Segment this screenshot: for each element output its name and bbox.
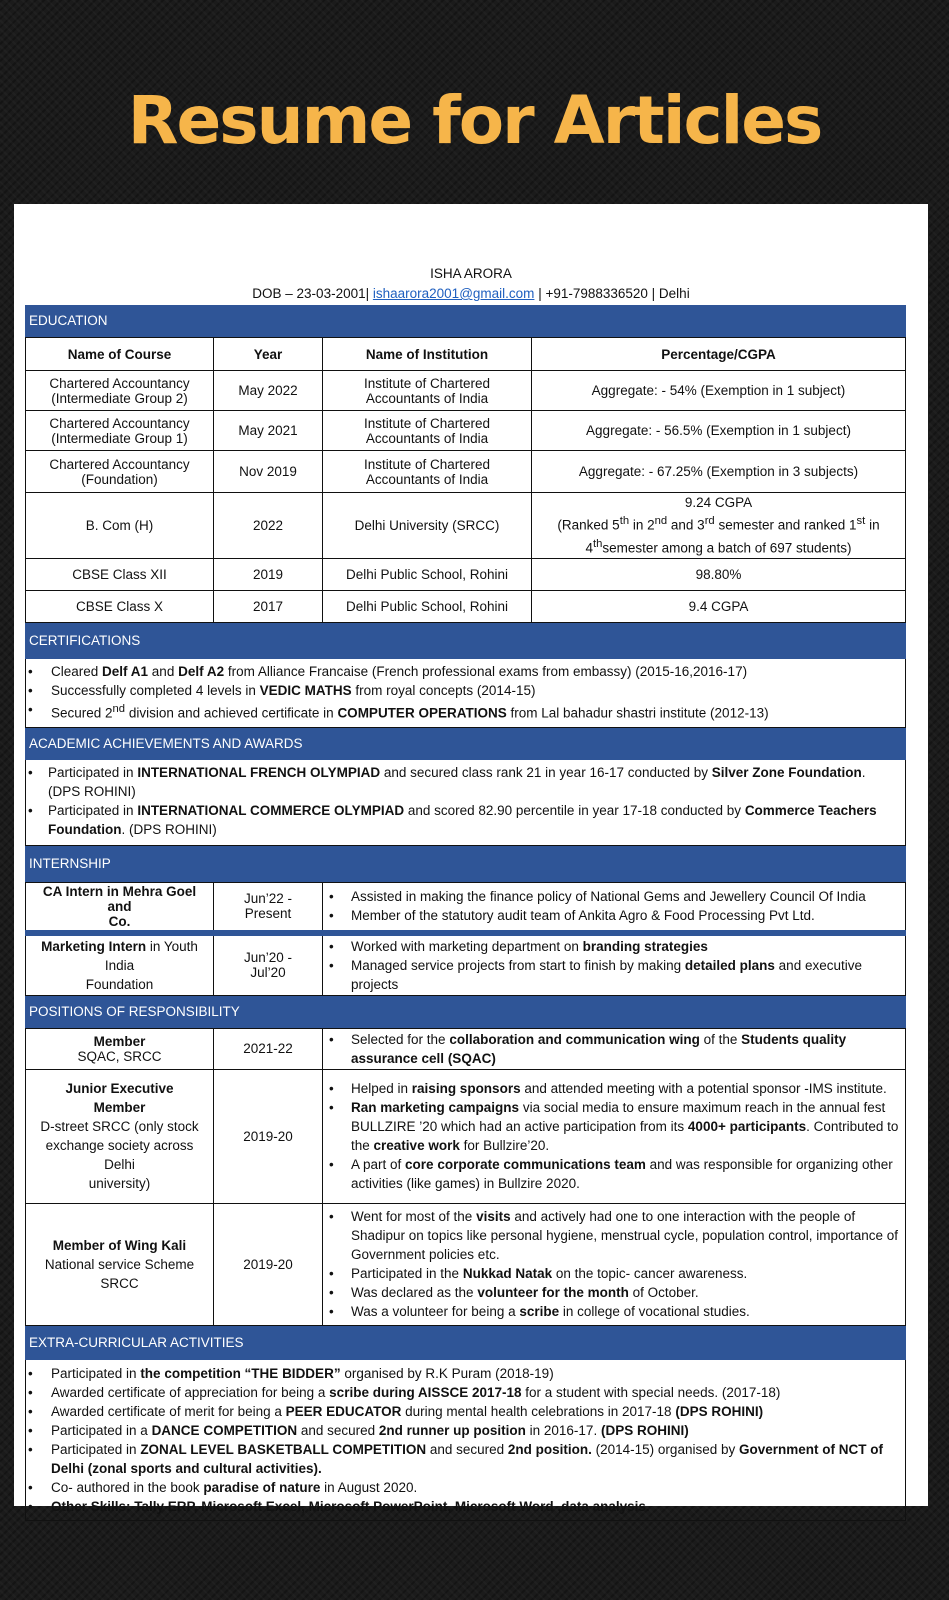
list-item: • Participated in a DANCE COMPETITION and secured 2nd runner up position in 2016-17. (DPS ROHINI): [26, 1421, 905, 1440]
role-cell: CA Intern in Mehra Goel and Co.: [26, 882, 214, 933]
institution-cell: Institute of Chartered Accountants of India: [323, 451, 532, 493]
positions-table: [25, 1028, 906, 1326]
course-cell: Chartered Accountancy (Intermediate Group 2): [26, 371, 214, 411]
table-row: [26, 882, 906, 933]
education-table: [25, 337, 906, 623]
period-cell: 2021-22: [214, 1028, 323, 1069]
list-item: • Was a volunteer for being a scribe in college of vocational studies.: [327, 1302, 901, 1321]
role-cell: Member SQAC, SRCC: [26, 1028, 214, 1069]
table-row: [26, 411, 906, 451]
section-certifications: CERTIFICATIONS: [25, 623, 906, 659]
year-cell: Nov 2019: [214, 451, 323, 493]
year-cell: 2017: [214, 591, 323, 623]
email-link[interactable]: ishaarora2001@gmail.com: [372, 286, 535, 301]
score-cell: 9.24 CGPA (Ranked 5th in 2nd and 3rd semester and ranked 1st in 4thsemester among a batch of 697 students): [532, 493, 906, 559]
list-item: • Participated in the competition “THE BIDDER” organised by R.K Puram (2018-19): [26, 1364, 905, 1383]
dob-text: DOB – 23-03-2001|: [252, 286, 370, 301]
list-item: • Cleared Delf A1 and Delf A2 from Alliance Francaise (French professional exams from embassy) (2015-16,2016-17): [26, 662, 905, 681]
list-item: • Selected for the collaboration and communication wing of the Students quality assurance cell (SQAC): [327, 1030, 901, 1068]
section-education: EDUCATION: [25, 305, 906, 337]
institution-cell: Delhi University (SRCC): [323, 493, 532, 559]
year-cell: 2019: [214, 559, 323, 591]
table-row: [26, 591, 906, 623]
list-item: • Participated in the Nukkad Natak on the topic- cancer awareness.: [327, 1264, 901, 1283]
list-item: • Participated in INTERNATIONAL FRENCH OLYMPIAD and secured class rank 21 in year 16-17 conducted by Silver Zone Foundation. (DPS ROHINI): [26, 763, 905, 801]
period-cell: Jun’20 - Jul’20: [214, 933, 323, 996]
list-item: • Participated in ZONAL LEVEL BASKETBALL COMPETITION and secured 2nd position. (2014-15) organised by Government of NCT of Delhi (zonal sports and cultural activities).: [26, 1440, 905, 1478]
score-cell: Aggregate: - 67.25% (Exemption in 3 subjects): [532, 451, 906, 493]
list-item: • Participated in INTERNATIONAL COMMERCE OLYMPIAD and scored 82.90 percentile in year 17-18 conducted by Commerce Teachers Foundation. (DPS ROHINI): [26, 801, 905, 839]
institution-cell: Institute of Chartered Accountants of India: [323, 371, 532, 411]
period-cell: 2019-20: [214, 1069, 323, 1203]
period-cell: Jun’22 - Present: [214, 882, 323, 933]
details-cell: [323, 882, 906, 933]
score-cell: 9.4 CGPA: [532, 591, 906, 623]
table-row: [26, 371, 906, 411]
list-item: • Secured 2nd division and achieved certificate in COMPUTER OPERATIONS from Lal bahadur shastri institute (2012-13): [26, 700, 905, 723]
role-cell: Junior Executive Member D-street SRCC (only stock exchange society across Delhi university): [26, 1069, 214, 1203]
list-item: • Went for most of the visits and actively had one to one interaction with the people of Shadipur on topics like personal hygiene, menstrual cycle, population control, importance of Government policies etc.: [327, 1207, 901, 1264]
section-extra-curricular: EXTRA-CURRICULAR ACTIVITIES: [25, 1326, 906, 1360]
details-cell: [323, 1028, 906, 1069]
phone-city-text: | +91-7988336520 | Delhi: [538, 286, 690, 301]
score-cell: 98.80%: [532, 559, 906, 591]
details-cell: [323, 1203, 906, 1325]
resume-document: [14, 204, 928, 1514]
col-header: Year: [214, 338, 323, 371]
list-item: • Assisted in making the finance policy of National Gems and Jewellery Council Of India: [327, 887, 901, 906]
institution-cell: Delhi Public School, Rohini: [323, 591, 532, 623]
role-cell: Marketing Intern in Youth India Foundation: [26, 933, 214, 996]
list-item: • Successfully completed 4 levels in VEDIC MATHS from royal concepts (2014-15): [26, 681, 905, 700]
details-cell: [323, 1069, 906, 1203]
list-item: • Managed service projects from start to finish by making detailed plans and executive projects: [327, 956, 901, 994]
list-item: • Was declared as the volunteer for the month of October.: [327, 1283, 901, 1302]
list-item: • Member of the statutory audit team of Ankita Agro & Food Processing Pvt Ltd.: [327, 906, 901, 925]
course-cell: Chartered Accountancy (Intermediate Group 1): [26, 411, 214, 451]
table-row: [26, 1028, 906, 1069]
institution-cell: Delhi Public School, Rohini: [323, 559, 532, 591]
list-item: • Worked with marketing department on branding strategies: [327, 937, 901, 956]
education-header-row: [26, 338, 906, 371]
resume-body: [25, 305, 906, 1521]
table-row: [26, 1069, 906, 1203]
section-academic-achievements: ACADEMIC ACHIEVEMENTS AND AWARDS: [25, 728, 906, 760]
table-row: [26, 933, 906, 996]
course-cell: CBSE Class X: [26, 591, 214, 623]
section-internship: INTERNSHIP: [25, 846, 906, 882]
list-item: • A part of core corporate communications team and was responsible for organizing other activities (like games) in Bullzire 2020.: [327, 1155, 901, 1193]
course-cell: Chartered Accountancy (Foundation): [26, 451, 214, 493]
list-item: • Ran marketing campaigns via social media to ensure maximum reach in the annual fest BULLZIRE ’20 which had an active participation from its 4000+ participants. Contributed to the creative work for Bullzire’20.: [327, 1098, 901, 1155]
list-item: • Awarded certificate of merit for being a PEER EDUCATOR during mental health celebrations in 2017-18 (DPS ROHINI): [26, 1402, 905, 1421]
course-cell: CBSE Class XII: [26, 559, 214, 591]
col-header: Name of Institution: [323, 338, 532, 371]
list-item: • Awarded certificate of appreciation for being a scribe during AISSCE 2017-18 for a student with special needs. (2017-18): [26, 1383, 905, 1402]
table-row: [26, 559, 906, 591]
year-cell: May 2022: [214, 371, 323, 411]
section-positions: POSITIONS OF RESPONSIBILITY: [25, 996, 906, 1028]
details-cell: [323, 933, 906, 996]
col-header: Percentage/CGPA: [532, 338, 906, 371]
internship-table: [25, 882, 906, 996]
table-row: [26, 451, 906, 493]
certifications-list: [25, 659, 906, 728]
role-cell: Member of Wing Kali National service Scheme SRCC: [26, 1203, 214, 1325]
list-item: • Other Skills: Tally ERP, Microsoft Excel, Microsoft PowerPoint, Microsoft Word ,data analysis.: [26, 1497, 905, 1516]
page-headline: Resume for Articles: [127, 82, 822, 159]
score-cell: Aggregate: - 54% (Exemption in 1 subject): [532, 371, 906, 411]
list-item: • Helped in raising sponsors and attended meeting with a potential sponsor -IMS institute.: [327, 1079, 901, 1098]
course-cell: B. Com (H): [26, 493, 214, 559]
extra-curricular-list: [25, 1360, 906, 1521]
table-row: [26, 493, 906, 559]
academic-list: [25, 760, 906, 846]
institution-cell: Institute of Chartered Accountants of India: [323, 411, 532, 451]
table-row: [26, 1203, 906, 1325]
score-cell: Aggregate: - 56.5% (Exemption in 1 subject): [532, 411, 906, 451]
col-header: Name of Course: [26, 338, 214, 371]
period-cell: 2019-20: [214, 1203, 323, 1325]
year-cell: 2022: [214, 493, 323, 559]
contact-line: [14, 286, 928, 301]
year-cell: May 2021: [214, 411, 323, 451]
candidate-name: ISHA ARORA: [430, 266, 512, 281]
list-item: • Co- authored in the book paradise of nature in August 2020.: [26, 1478, 905, 1497]
